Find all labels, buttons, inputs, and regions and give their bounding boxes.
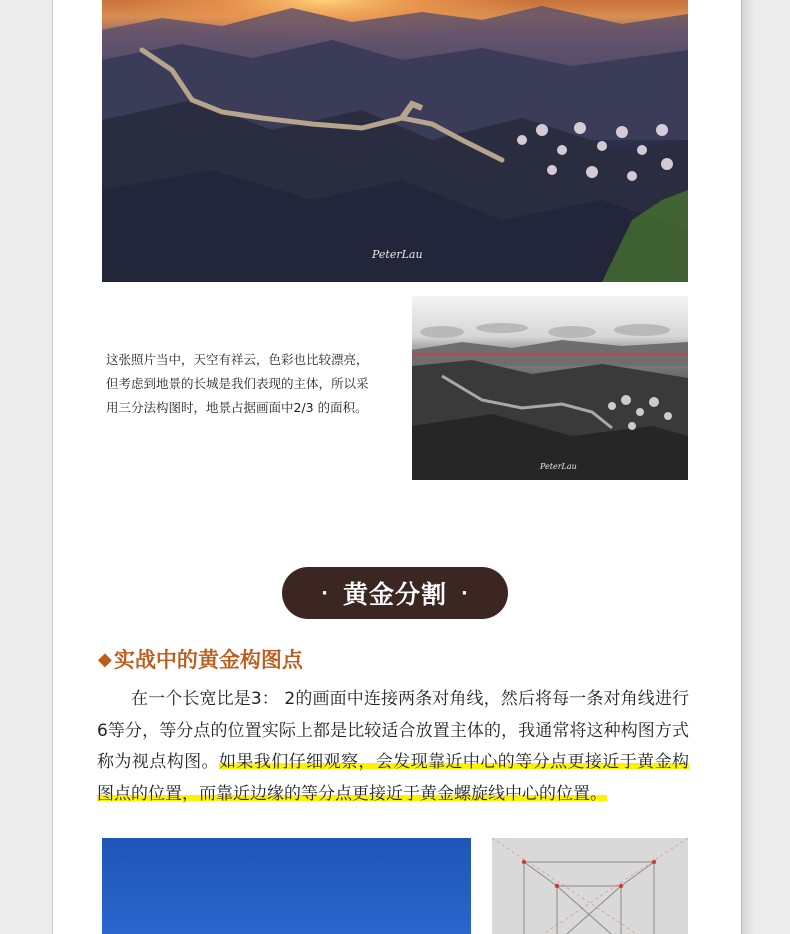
photo-caption	[106, 348, 398, 420]
diagonal-division-diagram	[492, 838, 688, 934]
banner-dot-left: ·	[321, 582, 329, 604]
great-wall-sunset-photo	[102, 0, 688, 282]
diamond-bullet-icon: ◆	[98, 648, 112, 670]
body-paragraph	[97, 684, 689, 810]
photographer-signature-small: PeterLau	[540, 462, 577, 471]
banner-dot-right: ·	[461, 582, 469, 604]
subheading	[98, 644, 303, 674]
great-wall-sunset-illustration	[102, 0, 688, 282]
section-banner	[282, 567, 508, 619]
caption-line-3: 用三分法构图时，地景占据画面中2/3 的面积。	[106, 400, 368, 415]
photographer-signature: PeterLau	[372, 248, 423, 261]
caption-line-2: 但考虑到地景的长城是我们表现的主体，所以采	[106, 376, 369, 391]
paragraph-plain-text: 在一个长宽比是3： 2的画面中连接两条对角线，然后将每一条对角线进行6等分，等分点的位置实际上都是比较适合放置主体的，我通常将这种构图方式称为视点构图。	[97, 689, 689, 772]
subheading-text: 实战中的黄金构图点	[113, 648, 303, 672]
caption-line-1: 这张照片当中，天空有祥云，色彩也比较漂亮，	[106, 352, 369, 367]
thirds-composition-photo	[412, 296, 688, 480]
blue-sky-photo	[102, 838, 471, 934]
thirds-composition-illustration	[412, 296, 688, 480]
paragraph-highlighted-text: 如果我们仔细观察，会发现靠近中心的等分点更接近于黄金构图点的位置，而靠近边缘的等分点更接近于黄金螺旋线中心的位置。	[97, 752, 690, 804]
section-title: 黄金分割	[342, 580, 447, 609]
page-shadow	[741, 0, 755, 934]
viewpoint-composition-diagram	[492, 838, 688, 934]
